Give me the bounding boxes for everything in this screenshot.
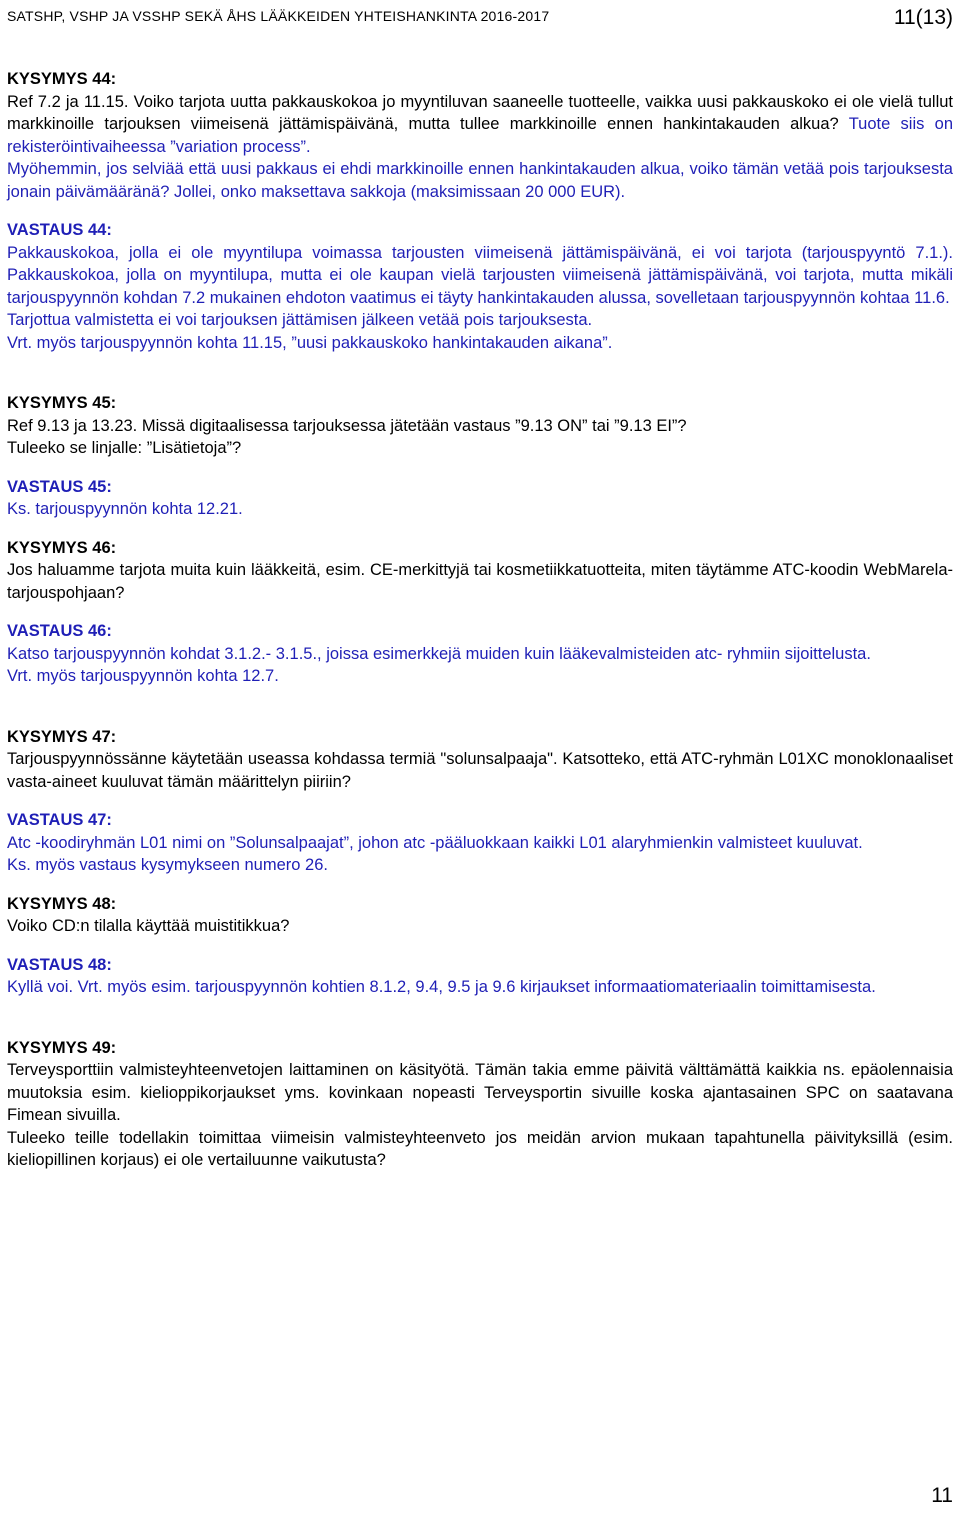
question-line: pakkauskoko ei ole vielä tullut markkinoille tarjouksen viimeisenä jättämispäivänä, mutta tullee markkinoille (7, 92, 954, 133)
question-text: Tarjouspyynnössänne käytetään useassa kohdassa termiä "solunsalpaaja". Katsotteko, että ATC-ryhmän L01XC monoklonaaliset vasta-aineet kuuluvat tämän määrittelyn piiriin? (7, 750, 953, 791)
answer-text: Pakkauskokoa, jolla ei ole myyntilupa voimassa tarjousten viimeisenä jättämispäivänä, ei voi tarjota (tarjouspyyntö 7.1.). Pakkauskokoa, jolla on myyntilupa, mutta ei ole kaupan vielä tarjousten viimeisenä jättämispäivänä, voi tarjota, mutta mikäli tarjouspyynnön kohdan 7.2 mukainen ehdoton vaatimus ei täyty hankintakauden alussa, sovelletaan tarjouspyynnön kohtaa 11.6. (7, 243, 953, 307)
answer-46 (7, 620, 953, 688)
question-45 (7, 392, 953, 460)
question-49 (7, 1037, 953, 1172)
question-line: ennen hankintakauden alkua? (607, 115, 839, 133)
question-46 (7, 537, 953, 605)
answer-text: Tarjottua valmistetta ei voi tarjouksen jättämisen jälkeen vetää pois tarjouksesta. (7, 311, 593, 329)
question-heading: KYSYMYS 49: (7, 1038, 117, 1057)
answer-47 (7, 809, 953, 877)
answer-heading: VASTAUS 44: (7, 221, 112, 239)
document-body (7, 68, 953, 1172)
question-heading: KYSYMYS 46: (7, 538, 117, 557)
question-heading: KYSYMYS 44: (7, 70, 117, 88)
question-text: Ref 9.13 ja 13.23. Missä digitaalisessa tarjouksessa jätetään vastaus ”9.13 ON” tai ”9.13 EI”? (7, 416, 687, 435)
question-text: Voiko CD:n tilalla käyttää muistitikkua? (7, 917, 290, 935)
question-heading: KYSYMYS 47: (7, 727, 117, 746)
answer-45 (7, 476, 953, 521)
footer-page-number: 11 (931, 1484, 953, 1507)
question-line: Ref 7.2 ja 11.15. Voiko tarjota uutta pakkauskokoa jo myyntiluvan saaneelle tuotteelle, vaikka uusi (7, 92, 728, 111)
answer-text: Kyllä voi. Vrt. myös esim. tarjouspyynnön kohtien 8.1.2, 9.4, 9.5 ja 9.6 kirjaukset informaatiomateriaalin toimittamisesta. (7, 978, 876, 996)
answer-heading: VASTAUS 47: (7, 811, 112, 829)
question-heading: KYSYMYS 48: (7, 894, 117, 913)
question-text: Tuleeko teille todellakin toimittaa viimeisin valmisteyhteenveto jos meidän arvion mukaan tapahtunella päivityksillä (esim. kieliopillinen korjaus) ei ole vertailuunne vaikutusta? (7, 1128, 953, 1169)
question-47 (7, 726, 953, 794)
document-title: SATSHP, VSHP JA VSSHP SEKÄ ÅHS LÄÄKKEIDEN YHTEISHANKINTA 2016-2017 (7, 8, 550, 24)
question-text: Jos haluamme tarjota muita kuin lääkkeitä, esim. CE-merkittyjä tai kosmetiikkatuotteita, miten täytämme ATC-koodin WebMarela-tarjouspohjaan? (7, 561, 953, 602)
answer-heading: VASTAUS 45: (7, 477, 112, 496)
answer-text: Vrt. myös tarjouspyynnön kohta 11.15, ”uusi pakkauskoko hankintakauden aikana”. (7, 333, 613, 352)
question-note: Tuote siis on rekisteröintivaiheessa ”variation process”. (7, 115, 953, 156)
page-counter: 11(13) (893, 6, 953, 29)
answer-heading: VASTAUS 48: (7, 955, 112, 974)
question-44 (7, 68, 953, 203)
question-heading: KYSYMYS 45: (7, 394, 117, 412)
answer-text: Atc -koodiryhmän L01 nimi on ”Solunsalpaajat”, johon atc -pääluokkaan kaikki L01 alaryhmienkin valmisteet kuuluvat. (7, 833, 863, 852)
answer-48 (7, 954, 953, 999)
question-text: Myöhemmin, jos selviää että uusi pakkaus ei ehdi markkinoille ennen hankintakauden alkua, voiko tämän vetää pois tarjouksesta jonain päivämääränä? Jollei, onko maksettava sakkoja (maksimissaan 20 000 EUR). (7, 160, 953, 201)
page-header (7, 6, 953, 36)
answer-44 (7, 219, 953, 354)
answer-text: Katso tarjouspyynnön kohdat 3.1.2.- 3.1.5., joissa esimerkkejä muiden kuin lääkevalmisteiden atc- ryhmiin sijoittelusta. (7, 644, 871, 663)
question-text: Tuleeko se linjalle: ”Lisätietoja”? (7, 439, 242, 457)
question-48 (7, 893, 953, 938)
answer-heading: VASTAUS 46: (7, 622, 112, 640)
question-text (7, 91, 953, 159)
answer-text: Vrt. myös tarjouspyynnön kohta 12.7. (7, 667, 279, 685)
question-text: Terveysporttiin valmisteyhteenvetojen laittaminen on käsityötä. Tämän takia emme päivitä välttämättä kaikkia ns. epäolennaisia muutoksia esim. kielioppikorjaukset yms. kovinkaan nopeasti Terveysportin sivuille koska ajantasainen SPC on saatavana Fimean sivuilla. (7, 1061, 953, 1124)
answer-text: Ks. myös vastaus kysymykseen numero 26. (7, 856, 328, 874)
answer-text: Ks. tarjouspyynnön kohta 12.21. (7, 500, 243, 518)
